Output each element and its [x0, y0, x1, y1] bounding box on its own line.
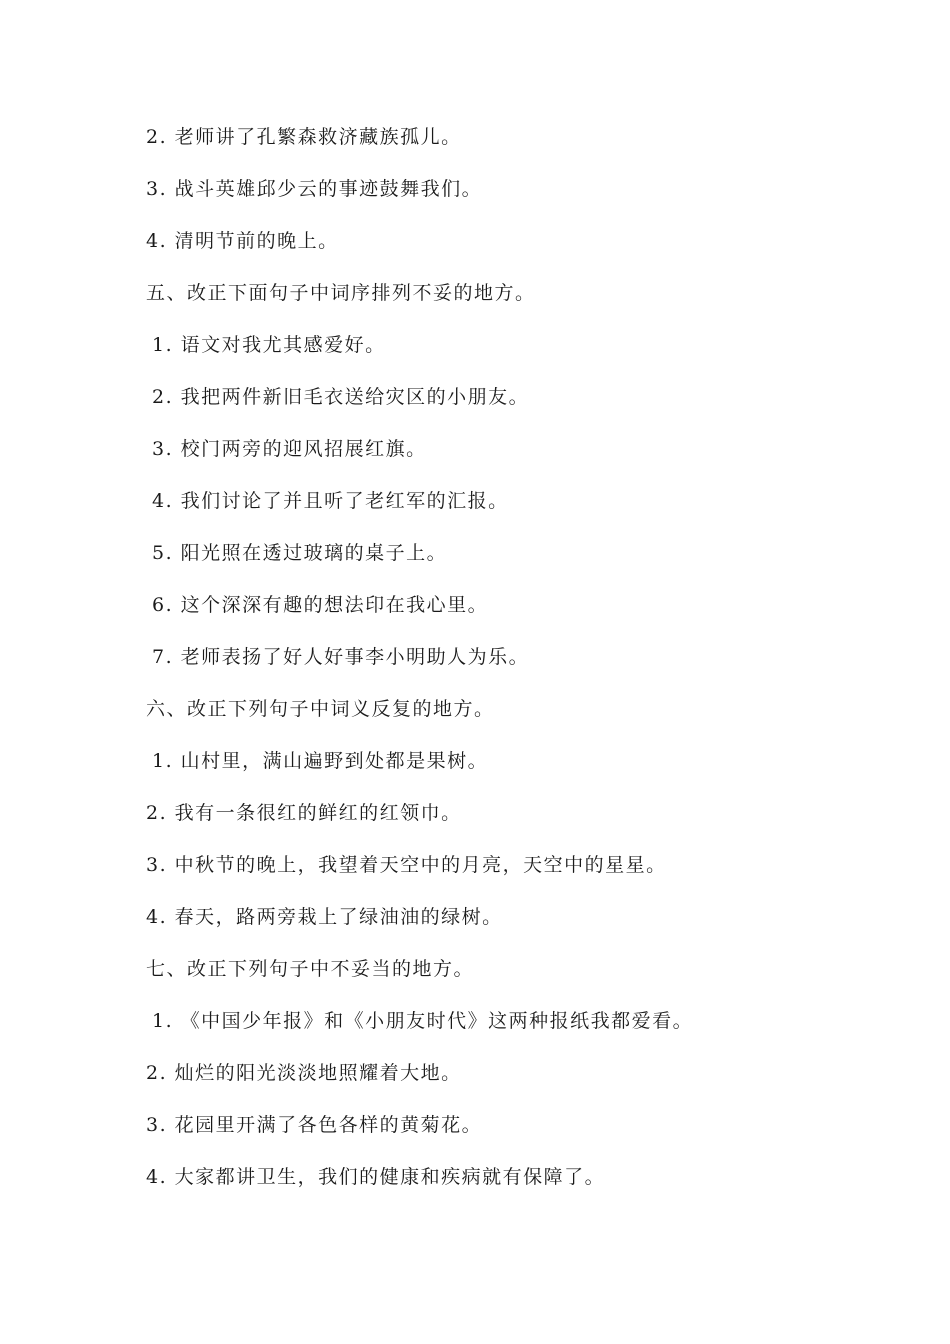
- sentence-line: 4. 我们讨论了并且听了老红军的汇报。: [152, 490, 509, 512]
- sentence-line: 2. 灿烂的阳光淡淡地照耀着大地。: [146, 1062, 462, 1084]
- sentence-line: 4. 春天，路两旁栽上了绿油油的绿树。: [146, 906, 503, 928]
- sentence-line: 3. 校门两旁的迎风招展红旗。: [152, 438, 427, 460]
- sentence-line: 2. 老师讲了孔繁森救济藏族孤儿。: [146, 126, 462, 148]
- sentence-line: 3. 花园里开满了各色各样的黄菊花。: [146, 1114, 483, 1136]
- sentence-line: 2. 我有一条很红的鲜红的红领巾。: [146, 802, 462, 824]
- sentence-line: 4. 大家都讲卫生，我们的健康和疾病就有保障了。: [146, 1166, 606, 1188]
- sentence-line: 3. 中秋节的晚上，我望着天空中的月亮，天空中的星星。: [146, 854, 667, 876]
- sentence-line: 5. 阳光照在透过玻璃的桌子上。: [152, 542, 448, 564]
- section-heading: 六、改正下列句子中词义反复的地方。: [146, 698, 495, 720]
- sentence-line: 3. 战斗英雄邱少云的事迹鼓舞我们。: [146, 178, 483, 200]
- sentence-line: 4. 清明节前的晚上。: [146, 230, 339, 252]
- sentence-line: 1. 语文对我尤其感爱好。: [152, 334, 386, 356]
- section-heading: 七、改正下列句子中不妥当的地方。: [146, 958, 475, 980]
- sentence-line: 1. 《中国少年报》和《小朋友时代》这两种报纸我都爱看。: [152, 1010, 694, 1032]
- sentence-line: 1. 山村里，满山遍野到处都是果树。: [152, 750, 489, 772]
- section-heading: 五、改正下面句子中词序排列不妥的地方。: [146, 282, 536, 304]
- sentence-line: 6. 这个深深有趣的想法印在我心里。: [152, 594, 489, 616]
- sentence-line: 7. 老师表扬了好人好事李小明助人为乐。: [152, 646, 530, 668]
- sentence-line: 2. 我把两件新旧毛衣送给灾区的小朋友。: [152, 386, 530, 408]
